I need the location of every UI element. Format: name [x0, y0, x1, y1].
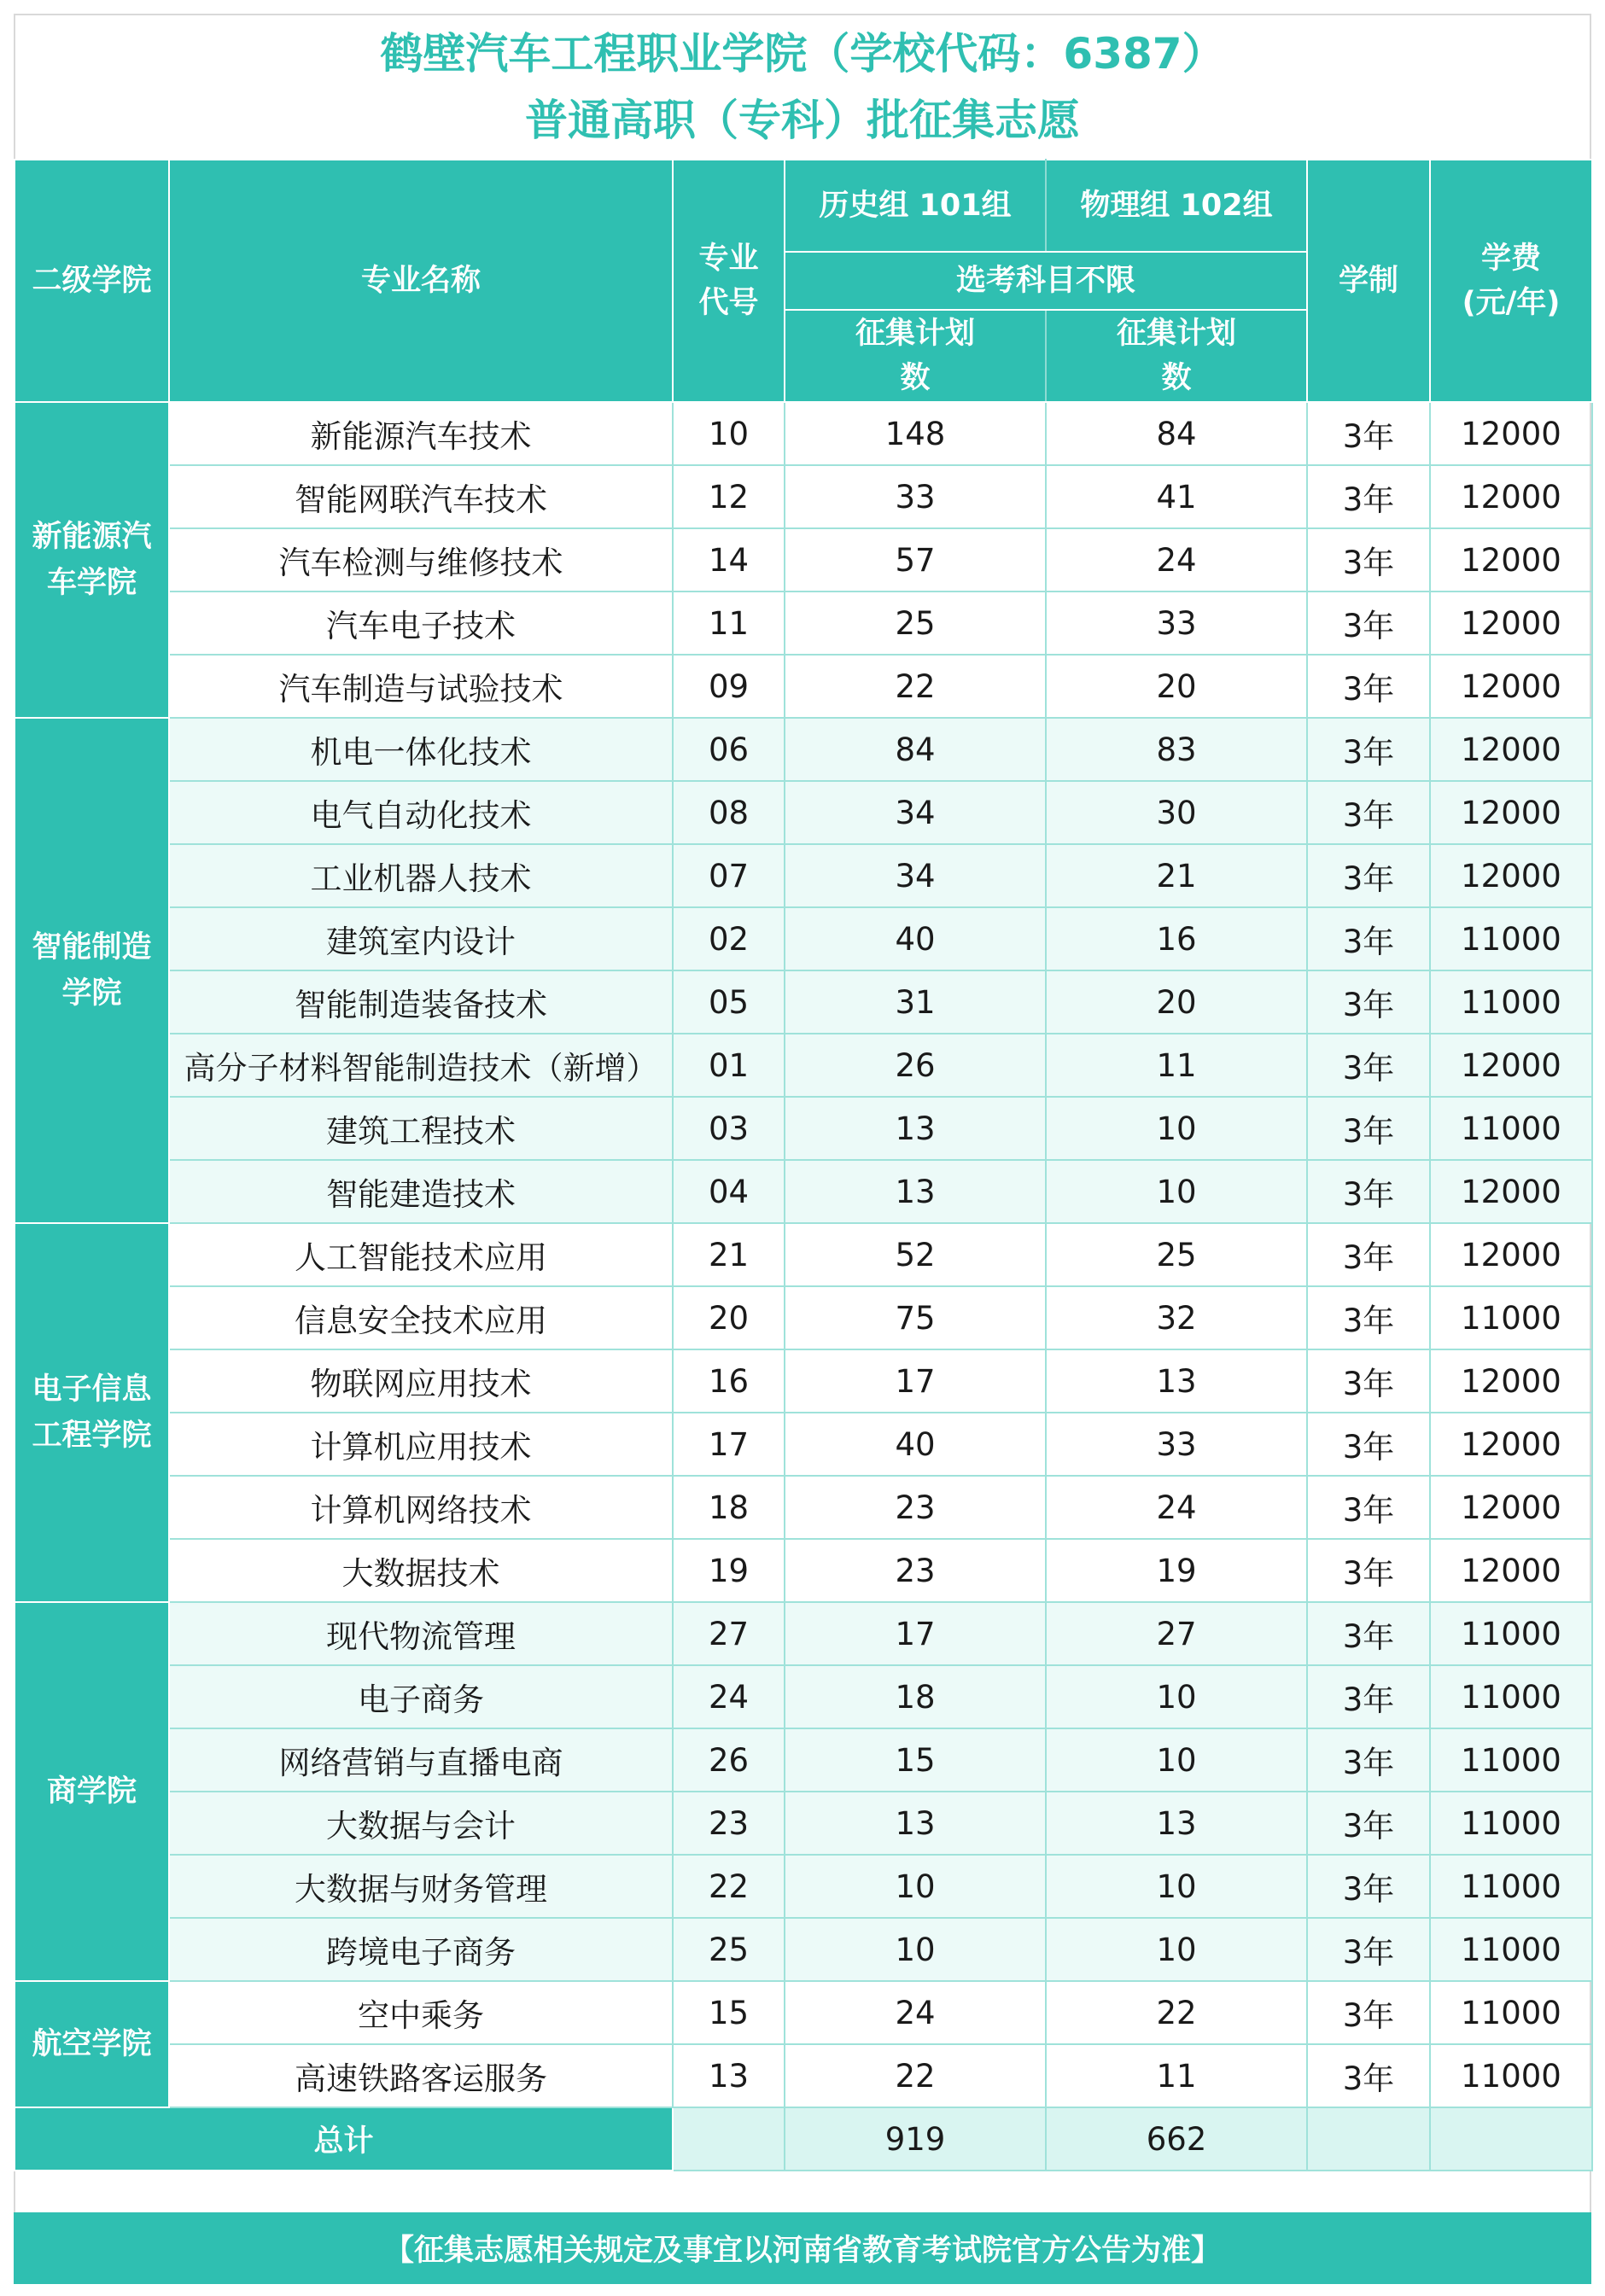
duration-cell: 3年 — [1307, 781, 1430, 844]
college-name — [15, 1981, 169, 2107]
duration-cell: 3年 — [1307, 1539, 1430, 1602]
tuition-cell: 11000 — [1430, 1286, 1592, 1349]
duration-cell: 3年 — [1307, 1034, 1430, 1097]
history-plan-cell: 57 — [785, 528, 1046, 591]
major-name-cell: 跨境电子商务 — [169, 1918, 673, 1981]
tuition-cell: 12000 — [1430, 781, 1592, 844]
tuition-cell: 11000 — [1430, 907, 1592, 970]
header-college: 二级学院 — [15, 160, 169, 402]
physics-plan-cell: 10 — [1046, 1665, 1307, 1728]
history-plan-cell: 34 — [785, 781, 1046, 844]
table-row — [15, 1223, 1592, 1286]
physics-plan-cell: 22 — [1046, 1981, 1307, 2044]
major-name-cell: 现代物流管理 — [169, 1602, 673, 1665]
physics-plan-cell: 33 — [1046, 591, 1307, 655]
major-name-cell: 电气自动化技术 — [169, 781, 673, 844]
major-code-cell: 19 — [673, 1539, 785, 1602]
table-row — [15, 1349, 1592, 1413]
duration-cell: 3年 — [1307, 1602, 1430, 1665]
duration-cell: 3年 — [1307, 907, 1430, 970]
table-row — [15, 528, 1592, 591]
physics-plan-cell: 13 — [1046, 1349, 1307, 1413]
physics-plan-cell: 83 — [1046, 718, 1307, 781]
header-history-group: 历史组 101组 — [785, 160, 1046, 252]
tuition-cell: 12000 — [1430, 465, 1592, 528]
physics-plan-cell: 30 — [1046, 781, 1307, 844]
total-duration-cell — [1307, 2107, 1430, 2171]
table-row — [15, 1665, 1592, 1728]
college-name-text: 智能制造学院 — [32, 930, 152, 1011]
tuition-cell: 12000 — [1430, 1223, 1592, 1286]
tuition-cell: 12000 — [1430, 402, 1592, 465]
tuition-cell: 11000 — [1430, 1728, 1592, 1792]
history-plan-cell: 34 — [785, 844, 1046, 907]
major-code-cell: 07 — [673, 844, 785, 907]
major-name-cell: 计算机网络技术 — [169, 1476, 673, 1539]
physics-plan-cell: 84 — [1046, 402, 1307, 465]
duration-cell: 3年 — [1307, 1349, 1430, 1413]
history-plan-cell: 148 — [785, 402, 1046, 465]
physics-plan-cell: 24 — [1046, 1476, 1307, 1539]
major-name-cell: 大数据与财务管理 — [169, 1855, 673, 1918]
table-row — [15, 781, 1592, 844]
history-plan-cell: 13 — [785, 1792, 1046, 1855]
duration-cell: 3年 — [1307, 1097, 1430, 1160]
major-code-cell: 27 — [673, 1602, 785, 1665]
history-plan-cell: 26 — [785, 1034, 1046, 1097]
major-code-cell: 13 — [673, 2044, 785, 2107]
major-name-cell: 智能网联汽车技术 — [169, 465, 673, 528]
history-plan-cell: 31 — [785, 970, 1046, 1034]
major-name-cell: 物联网应用技术 — [169, 1349, 673, 1413]
physics-plan-cell: 10 — [1046, 1160, 1307, 1223]
tuition-cell: 12000 — [1430, 844, 1592, 907]
tuition-cell: 11000 — [1430, 1665, 1592, 1728]
table-row — [15, 1981, 1592, 2044]
history-plan-cell: 17 — [785, 1349, 1046, 1413]
duration-cell: 3年 — [1307, 1728, 1430, 1792]
duration-cell: 3年 — [1307, 1160, 1430, 1223]
major-code-cell: 02 — [673, 907, 785, 970]
table-row — [15, 1792, 1592, 1855]
history-plan-cell: 75 — [785, 1286, 1046, 1349]
college-name — [15, 402, 169, 718]
physics-plan-cell: 32 — [1046, 1286, 1307, 1349]
major-code-cell: 03 — [673, 1097, 785, 1160]
table-row — [15, 1476, 1592, 1539]
table-row — [15, 591, 1592, 655]
physics-plan-cell: 27 — [1046, 1602, 1307, 1665]
major-code-cell: 05 — [673, 970, 785, 1034]
history-plan-cell: 52 — [785, 1223, 1046, 1286]
duration-cell: 3年 — [1307, 1665, 1430, 1728]
major-name-cell: 汽车检测与维修技术 — [169, 528, 673, 591]
physics-plan-cell: 33 — [1046, 1413, 1307, 1476]
physics-plan-cell: 11 — [1046, 1034, 1307, 1097]
history-plan-cell: 22 — [785, 2044, 1046, 2107]
history-plan-cell: 24 — [785, 1981, 1046, 2044]
table-row — [15, 1413, 1592, 1476]
header-subject-requirement: 选考科目不限 — [785, 252, 1307, 310]
major-code-cell: 08 — [673, 781, 785, 844]
major-code-cell: 04 — [673, 1160, 785, 1223]
tuition-cell: 12000 — [1430, 655, 1592, 718]
physics-plan-cell: 20 — [1046, 970, 1307, 1034]
title-line-1: 鹤壁汽车工程职业学院（学校代码：6387） — [380, 29, 1225, 79]
table-row — [15, 1602, 1592, 1665]
major-code-cell: 10 — [673, 402, 785, 465]
major-code-cell: 16 — [673, 1349, 785, 1413]
major-name-cell: 信息安全技术应用 — [169, 1286, 673, 1349]
tuition-cell: 12000 — [1430, 1034, 1592, 1097]
total-label: 总计 — [15, 2107, 673, 2171]
physics-plan-cell: 21 — [1046, 844, 1307, 907]
physics-plan-cell: 10 — [1046, 1097, 1307, 1160]
college-name — [15, 718, 169, 1223]
table-row — [15, 2044, 1592, 2107]
duration-cell: 3年 — [1307, 1413, 1430, 1476]
history-plan-cell: 22 — [785, 655, 1046, 718]
physics-plan-cell: 10 — [1046, 1855, 1307, 1918]
major-code-cell: 14 — [673, 528, 785, 591]
major-code-cell: 12 — [673, 465, 785, 528]
major-code-cell: 20 — [673, 1286, 785, 1349]
table-row — [15, 655, 1592, 718]
table-row — [15, 465, 1592, 528]
tuition-cell: 12000 — [1430, 1476, 1592, 1539]
table-row — [15, 1539, 1592, 1602]
tuition-cell: 11000 — [1430, 1792, 1592, 1855]
tuition-cell: 12000 — [1430, 528, 1592, 591]
college-name — [15, 1602, 169, 1981]
table-row — [15, 907, 1592, 970]
duration-cell: 3年 — [1307, 1286, 1430, 1349]
major-code-cell: 11 — [673, 591, 785, 655]
major-code-cell: 21 — [673, 1223, 785, 1286]
duration-cell: 3年 — [1307, 1918, 1430, 1981]
major-code-cell: 24 — [673, 1665, 785, 1728]
table-row — [15, 402, 1592, 465]
major-name-cell: 大数据技术 — [169, 1539, 673, 1602]
duration-cell: 3年 — [1307, 655, 1430, 718]
major-name-cell: 机电一体化技术 — [169, 718, 673, 781]
history-plan-cell: 40 — [785, 1413, 1046, 1476]
major-code-cell: 17 — [673, 1413, 785, 1476]
table-row — [15, 1160, 1592, 1223]
table-body — [15, 402, 1592, 2171]
tuition-cell: 11000 — [1430, 1918, 1592, 1981]
header-major-code — [673, 160, 785, 402]
major-code-cell: 25 — [673, 1918, 785, 1981]
header-plan-physics — [1046, 310, 1307, 402]
tuition-cell: 12000 — [1430, 1160, 1592, 1223]
table-row — [15, 1855, 1592, 1918]
college-name-text: 新能源汽车学院 — [32, 520, 152, 600]
major-name-cell: 大数据与会计 — [169, 1792, 673, 1855]
history-plan-cell: 33 — [785, 465, 1046, 528]
footer-notice: 【征集志愿相关规定及事宜以河南省教育考试院官方公告为准】 — [14, 2212, 1591, 2284]
history-plan-cell: 17 — [785, 1602, 1046, 1665]
duration-cell: 3年 — [1307, 718, 1430, 781]
physics-plan-cell: 19 — [1046, 1539, 1307, 1602]
duration-cell: 3年 — [1307, 1792, 1430, 1855]
history-plan-cell: 25 — [785, 591, 1046, 655]
tuition-cell: 11000 — [1430, 2044, 1592, 2107]
major-code-cell: 18 — [673, 1476, 785, 1539]
major-code-cell: 09 — [673, 655, 785, 718]
table-row — [15, 718, 1592, 781]
major-name-cell: 高速铁路客运服务 — [169, 2044, 673, 2107]
duration-cell: 3年 — [1307, 1981, 1430, 2044]
physics-plan-cell: 41 — [1046, 465, 1307, 528]
college-name-text: 电子信息工程学院 — [32, 1372, 152, 1453]
table-row — [15, 1034, 1592, 1097]
history-plan-cell: 13 — [785, 1097, 1046, 1160]
major-name-cell: 新能源汽车技术 — [169, 402, 673, 465]
physics-plan-cell: 11 — [1046, 2044, 1307, 2107]
major-name-cell: 电子商务 — [169, 1665, 673, 1728]
physics-plan-cell: 24 — [1046, 528, 1307, 591]
title-line-2: 普通高职（专科）批征集志愿 — [525, 96, 1080, 145]
history-plan-cell: 23 — [785, 1476, 1046, 1539]
tuition-cell: 12000 — [1430, 718, 1592, 781]
table-row — [15, 1918, 1592, 1981]
table-row — [15, 970, 1592, 1034]
history-plan-cell: 18 — [785, 1665, 1046, 1728]
table-row — [15, 1728, 1592, 1792]
major-name-cell: 汽车电子技术 — [169, 591, 673, 655]
tuition-cell: 11000 — [1430, 1981, 1592, 2044]
header-major-name: 专业名称 — [169, 160, 673, 402]
college-name-text: 商学院 — [46, 1774, 137, 1809]
header-major-code-text: 专业代号 — [698, 242, 759, 320]
header-tuition — [1430, 160, 1592, 402]
header-plan-physics-text: 征集计划数 — [1117, 317, 1237, 395]
major-name-cell: 网络营销与直播电商 — [169, 1728, 673, 1792]
physics-plan-cell: 13 — [1046, 1792, 1307, 1855]
duration-cell: 3年 — [1307, 591, 1430, 655]
major-name-cell: 工业机器人技术 — [169, 844, 673, 907]
duration-cell: 3年 — [1307, 970, 1430, 1034]
duration-cell: 3年 — [1307, 528, 1430, 591]
total-tuition-cell — [1430, 2107, 1592, 2171]
total-code-cell — [673, 2107, 785, 2171]
physics-plan-cell: 20 — [1046, 655, 1307, 718]
history-plan-cell: 15 — [785, 1728, 1046, 1792]
major-code-cell: 15 — [673, 1981, 785, 2044]
major-name-cell: 空中乘务 — [169, 1981, 673, 2044]
header-physics-group: 物理组 102组 — [1046, 160, 1307, 252]
duration-cell: 3年 — [1307, 2044, 1430, 2107]
enrollment-table — [14, 159, 1593, 2171]
duration-cell: 3年 — [1307, 1476, 1430, 1539]
duration-cell: 3年 — [1307, 1855, 1430, 1918]
tuition-cell: 11000 — [1430, 1602, 1592, 1665]
physics-plan-cell: 10 — [1046, 1728, 1307, 1792]
major-name-cell: 计算机应用技术 — [169, 1413, 673, 1476]
header-plan-history-text: 征集计划数 — [855, 317, 976, 395]
history-plan-cell: 84 — [785, 718, 1046, 781]
total-history: 919 — [785, 2107, 1046, 2171]
major-code-cell: 26 — [673, 1728, 785, 1792]
tuition-cell: 12000 — [1430, 591, 1592, 655]
physics-plan-cell: 10 — [1046, 1918, 1307, 1981]
major-name-cell: 建筑室内设计 — [169, 907, 673, 970]
duration-cell: 3年 — [1307, 465, 1430, 528]
tuition-cell: 12000 — [1430, 1539, 1592, 1602]
physics-plan-cell: 25 — [1046, 1223, 1307, 1286]
duration-cell: 3年 — [1307, 844, 1430, 907]
header-duration: 学制 — [1307, 160, 1430, 402]
header-plan-history — [785, 310, 1046, 402]
tuition-cell: 11000 — [1430, 1097, 1592, 1160]
tuition-cell: 11000 — [1430, 1855, 1592, 1918]
duration-cell: 3年 — [1307, 1223, 1430, 1286]
major-name-cell: 汽车制造与试验技术 — [169, 655, 673, 718]
document-title — [15, 15, 1590, 159]
duration-cell: 3年 — [1307, 402, 1430, 465]
total-row — [15, 2107, 1592, 2171]
major-name-cell: 智能制造装备技术 — [169, 970, 673, 1034]
physics-plan-cell: 16 — [1046, 907, 1307, 970]
table-row — [15, 844, 1592, 907]
tuition-cell: 12000 — [1430, 1349, 1592, 1413]
tuition-cell: 11000 — [1430, 970, 1592, 1034]
major-code-cell: 22 — [673, 1855, 785, 1918]
major-name-cell: 人工智能技术应用 — [169, 1223, 673, 1286]
major-code-cell: 06 — [673, 718, 785, 781]
history-plan-cell: 40 — [785, 907, 1046, 970]
history-plan-cell: 13 — [785, 1160, 1046, 1223]
major-code-cell: 01 — [673, 1034, 785, 1097]
total-physics: 662 — [1046, 2107, 1307, 2171]
history-plan-cell: 23 — [785, 1539, 1046, 1602]
table-row — [15, 1097, 1592, 1160]
table-row — [15, 1286, 1592, 1349]
enrollment-sheet — [14, 14, 1591, 2282]
history-plan-cell: 10 — [785, 1855, 1046, 1918]
tuition-cell: 12000 — [1430, 1413, 1592, 1476]
college-name-text: 航空学院 — [32, 2027, 152, 2061]
college-name — [15, 1223, 169, 1602]
major-name-cell: 高分子材料智能制造技术（新增） — [169, 1034, 673, 1097]
history-plan-cell: 10 — [785, 1918, 1046, 1981]
header-tuition-text: 学费(元/年) — [1462, 242, 1561, 320]
major-name-cell: 建筑工程技术 — [169, 1097, 673, 1160]
major-code-cell: 23 — [673, 1792, 785, 1855]
major-name-cell: 智能建造技术 — [169, 1160, 673, 1223]
